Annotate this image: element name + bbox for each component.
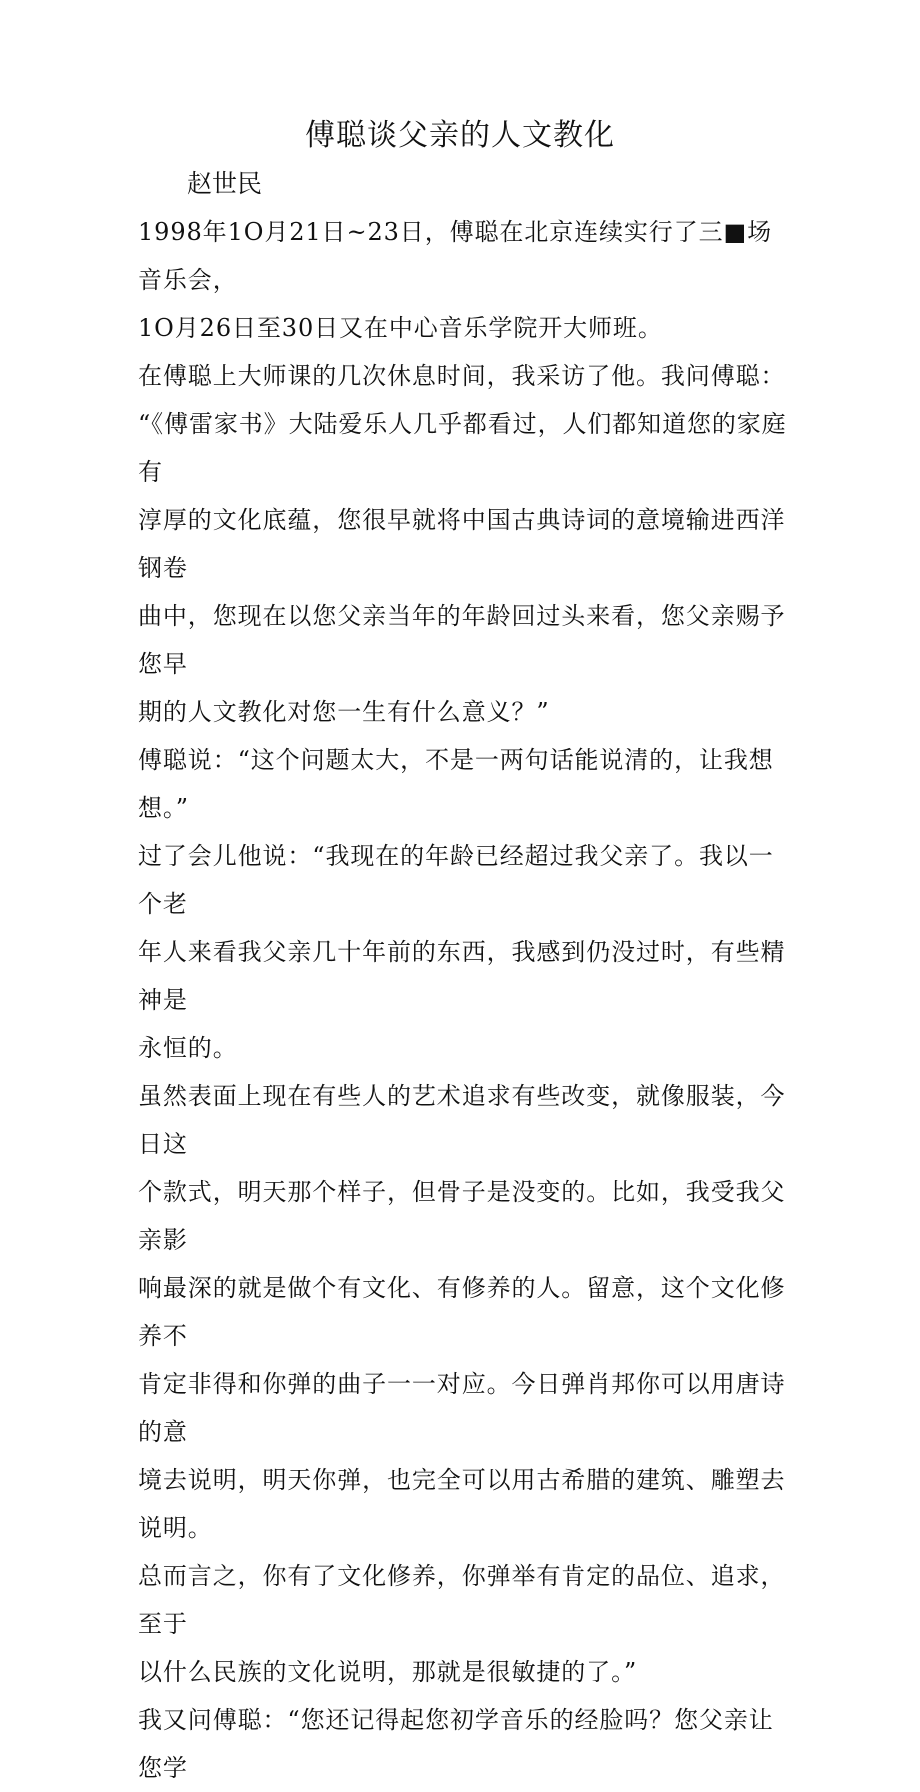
article-body: [138, 208, 788, 1792]
author-name: 赵世民: [187, 169, 263, 198]
document-title: 傅聪谈父亲的人文教化: [305, 118, 615, 153]
paragraph-interview-intro: 在傅聪上大师课的几次休息时间，我采访了他。我问傅聪：: [138, 362, 786, 390]
paragraph-concert-dates: 1998年1O月21日~23日，傅聪在北京连续实行了三■场音乐会， 1O月26日至30日又在中心音乐学院开大师班。: [138, 218, 772, 342]
paragraph-fu-cong-reply: 傅聪说：“这个问题太大，不是一两句话能说清的，让我想 想。”: [138, 746, 774, 822]
paragraph-question-family-letters: “《傅雷家书》大陆爱乐人几乎都看过，人们都知道您的家庭有 淳厚的文化底蕴，您很早就将中国古典诗词的意境输进西洋钢卷 曲中，您现在以您父亲当年的年龄回过头来看，您父亲赐予您早 期的人文教化对您一生有什么意义？”: [138, 410, 787, 726]
paragraph-second-question: 我又问傅聪：“您还记得起您初学音乐的经脸吗？您父亲让您学: [138, 1706, 774, 1782]
paragraph-cultural-cultivation: 虽然表面上现在有些人的艺术追求有些改变，就像服装，今日这 个款式，明天那个样子，但骨子是没变的。比如，我受我父亲影 响最深的就是做个有文化、有修养的人。留意，这个文化修养不 肯定非得和你弹的曲子一一对应。今日弹肖邦你可以用唐诗的意 境去说明，明天你弹，也完全可以用古希腊的建筑、雕塑去说明。 总而言之，你有了文化修养，你弹举有肯定的品位、追求，至于 以什么民族的文化说明，那就是很敏捷的了。”: [138, 1082, 786, 1686]
paragraph-age-reflection: 过了会儿他说：“我现在的年龄已经超过我父亲了。我以一个老 年人来看我父亲几十年前的东西，我感到仍没过时，有些精神是 永恒的。: [138, 842, 786, 1062]
